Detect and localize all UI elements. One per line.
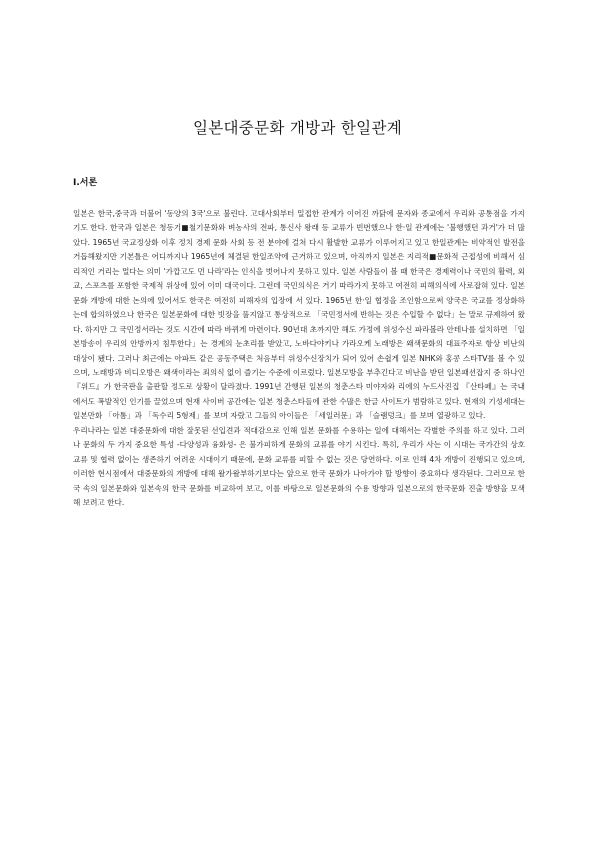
paragraph: 우리나라는 일본 대중문화에 대한 잘못된 선입견과 적대감으로 인해 일본 문화를 수용하는 일에 대해서는 각별한 주의를 하고 있다. 그러나 문화의 두 가지 중요한 특성 -다양성과 융화성- 은 불가피하게 문화의 교류를 야기 시킨다. 특히, 우리가 사는 이 시대는 국가간의 상호 교류 및 협력 없이는 생존하기 어려운 시대이기 때문에, 문화 교류를 피할 수 없는 것은 당연하다. 이로 인해 4차 개방이 진행되고 있으며, 이러한 현시점에서 대중문화의 개방에 대해 왈가왈부하기보다는 앞으로 한국 문화가 나아가야 할 방향이 중요하다 생각된다. 그러므로 한국 속의 일본문화와 일본속의 한국 문화를 비교하여 보고, 이를 바탕으로 일본문화의 수용 방향과 일본으로의 한국문화 진출 방향을 모색해 보려고 한다. bbox=[73, 425, 525, 508]
section-heading: Ⅰ.서론 bbox=[73, 178, 98, 188]
paragraph: 일본은 한국,중국과 더불어 '동양의 3국'으로 불린다. 고대사회부터 밀접한 관계가 이어진 까닭에 문자와 종교에서 우리와 공통점을 가지기도 한다. 한국과 일본은 청동기■철기문화와 벼농사의 전파, 통신사 왕래 등 교류가 빈번했으나 한·일 관계에는 '불행했던 과거'가 더 많았다. 1965년 국교정상화 이후 정치 경제 문화 사회 등 전 분야에 걸쳐 다시 활발한 교류가 이루어지고 있고 한일관계는 비약적인 발전을 거듭해왔지만 기본틀은 어디까지나 1965년에 체결된 한일조약에 근거하고 있으며, 아직까지 일본은 지리적■문화적 근접성에 비해서 심리적인 거리는 멀다는 의미 '가깝고도 먼 나라'라는 인식을 벗어나지 못하고 있다. 일본 사람들이 볼 때 한국은 경제력이나 국민의 활력, 외교, 스포츠를 포함한 국제적 위상에 있어 이미 대국이다. 그런데 국민의식은 거기 따라가지 못하고 여전히 피해의식에 사로잡혀 있다. 일본문화 개방에 대한 논의에 있어서도 한국은 여전히 피해자의 입장에 서 있다. 1965년 한·일 협정을 조인함으로써 양국은 국교를 정상화하는데 합의하였으나 한국은 일본문화에 대한 빗장을 풀지않고 통상적으로 「국민정서에 반하는 것은 수입할 수 없다」는 말로 규제하여 왔다. 하지만 그 국민정서라는 것도 시간에 따라 바뀌게 마련이다. 90년대 초까지만 해도 가정에 위성수신 파라볼라 안테나를 설치하면 「일본방송이 우리의 안방까지 침투한다」는 경계의 눈초리를 받았고, 노바다야키나 가라오케 노래방은 왜색문화의 대표주자로 항상 비난의 대상이 됐다. 그러나 최근에는 아파트 같은 공동주택은 처음부터 위성수신장치가 되어 있어 손쉽게 일본 NHK와 홍콩 스타TV를 볼 수 있으며, 노래방과 비디오방은 왜색이라는 죄의식 없이 즐기는 수준에 이르렀다. 일본모방을 부추긴다고 비난을 받던 일본패션잡지 중 하나인 『위드』가 한국판을 출판할 정도로 상황이 달라졌다. 1991년 간행된 일본의 청춘스타 미야자와 리에의 누드사진집 『산타페』는 국내에서도 폭발적인 인기를 끌었으며 현재 사이버 공간에는 일본 청춘스타들에 관한 수많은 한글 사이트가 범람하고 있다. 현재의 기성세대는 일본만화 「아톰」과 「독수리 5형제」를 보며 자랐고 그들의 아이들은 「세일러문」과 「슬램덩크」를 보며 열광하고 있다. bbox=[73, 209, 525, 421]
document-title: 일본대중문화 개방과 한일관계 bbox=[192, 119, 402, 137]
body-text bbox=[73, 207, 525, 511]
